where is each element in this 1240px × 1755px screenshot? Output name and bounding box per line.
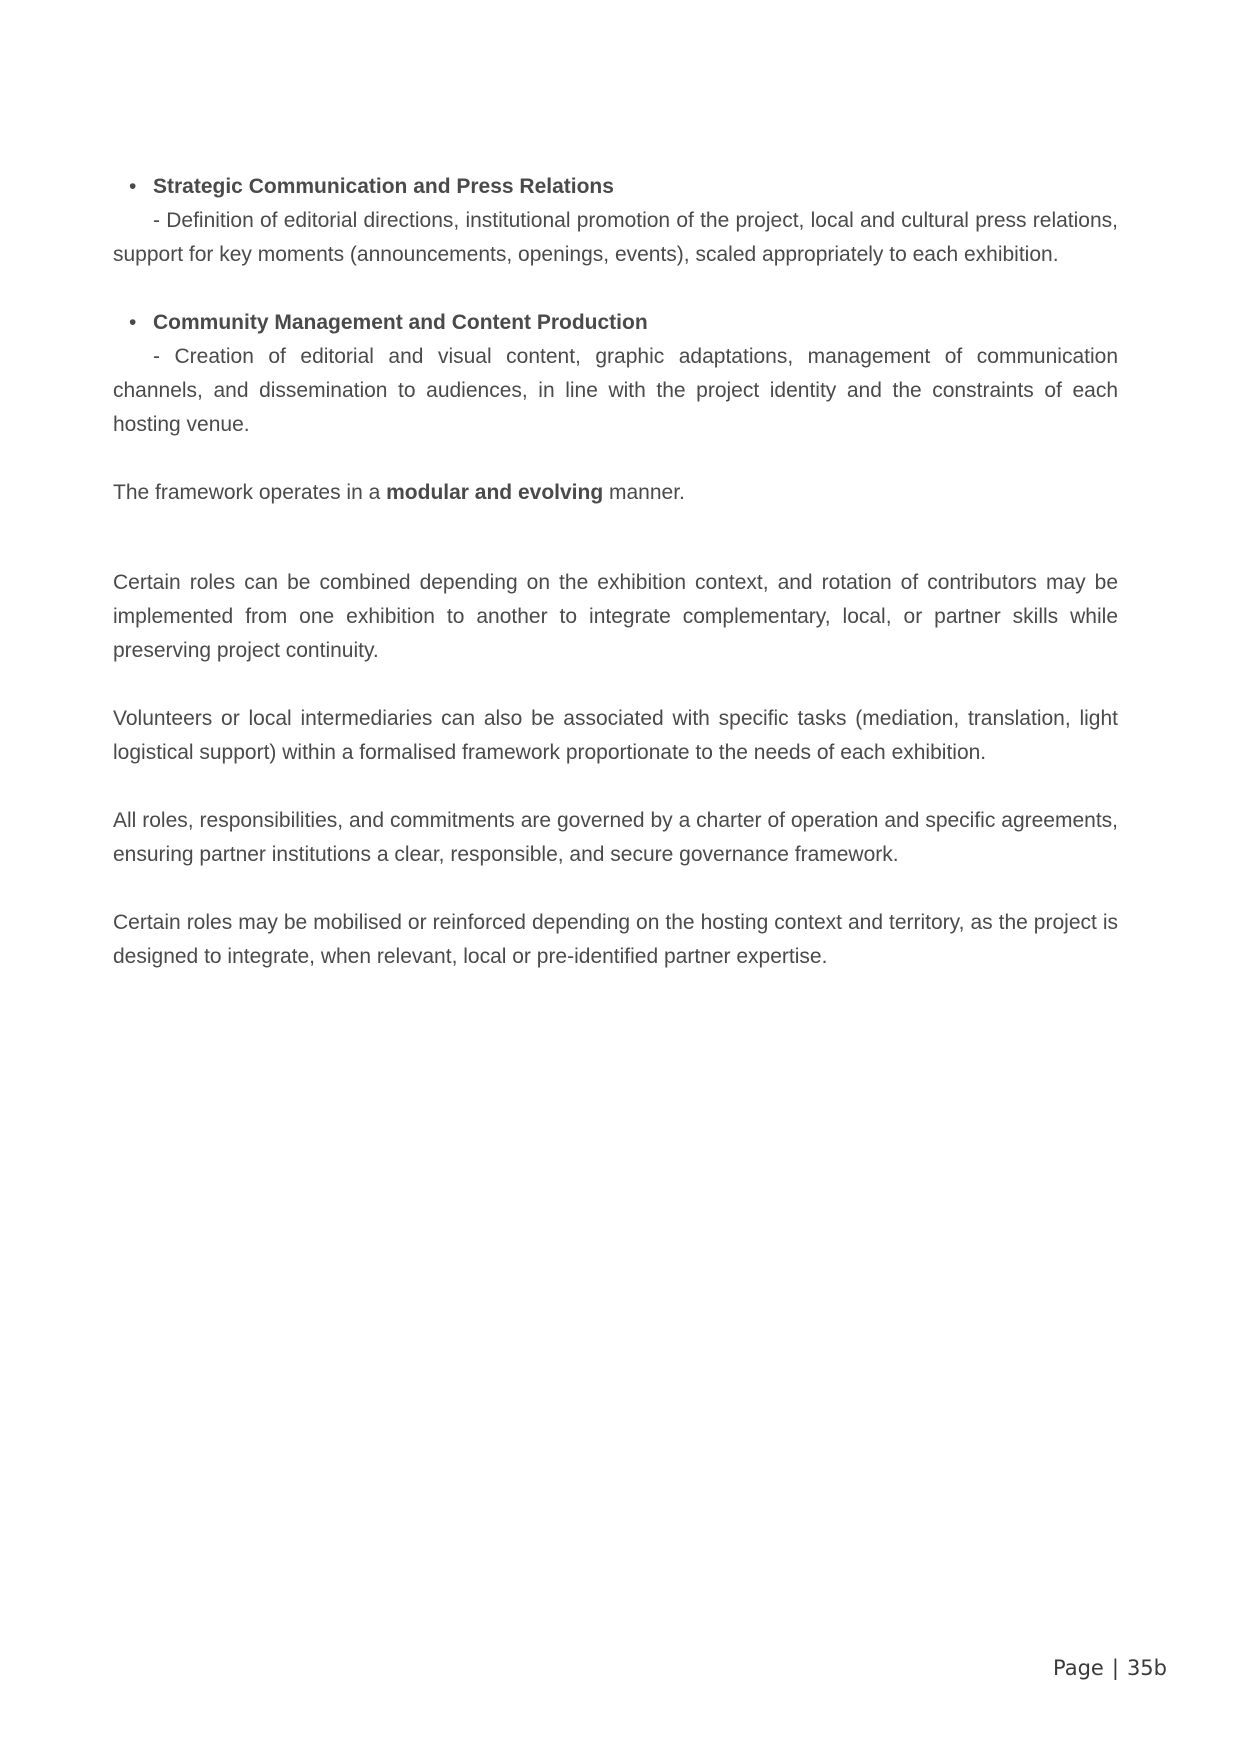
document-body [113, 170, 1118, 1008]
page-separator: | [1111, 1656, 1119, 1680]
page-label: Page [1053, 1656, 1104, 1680]
framework-sentence-emphasis: modular and evolving [386, 481, 604, 504]
paragraph-roles-mobilised: Certain roles may be mobilised or reinforced depending on the hosting context and territory, as the project is designed to integrate, when relevant, local or pre-identified partner expertise. [113, 911, 1118, 968]
paragraph-roles-combined: Certain roles can be combined depending on the exhibition context, and rotation of contributors may be implemented from one exhibition to another to integrate complementary, local, or partner skills while preserving project continuity. [113, 571, 1118, 662]
bullet-marker: • [129, 311, 137, 334]
page-number: 35b [1126, 1656, 1167, 1680]
bullet-item-community-management [113, 306, 1118, 442]
paragraph-governance: All roles, responsibilities, and commitments are governed by a charter of operation and specific agreements, ensuring partner institutions a clear, responsible, and secure governance framework. [113, 809, 1118, 866]
bullet-marker: • [129, 175, 137, 198]
bullet-description: - Creation of editorial and visual content, graphic adaptations, management of communication channels, and dissemination to audiences, in line with the project identity and the constraints of each hosting venue. [113, 345, 1118, 436]
page-footer [1053, 1656, 1167, 1680]
framework-sentence-start: The framework operates in a [113, 481, 387, 504]
paragraph-volunteers: Volunteers or local intermediaries can also be associated with specific tasks (mediation, translation, light logistical support) within a formalised framework proportionate to the needs of each exhibition. [113, 707, 1118, 764]
bullet-item-strategic-communication [113, 170, 1118, 272]
bullet-description: - Definition of editorial directions, institutional promotion of the project, local and cultural press relations, support for key moments (announcements, openings, events), scaled appropriately to each exhibition. [113, 209, 1118, 266]
bullet-title: Community Management and Content Production [153, 311, 648, 334]
framework-sentence-end: manner. [603, 481, 685, 504]
bullet-title: Strategic Communication and Press Relations [153, 175, 614, 198]
framework-sentence [113, 476, 1118, 510]
